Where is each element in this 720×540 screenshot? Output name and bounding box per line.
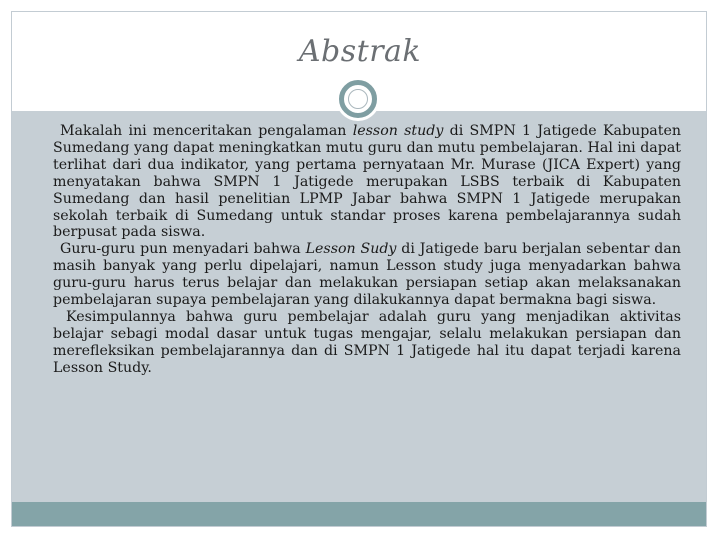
- abstract-paragraph-2: [53, 241, 681, 309]
- abstract-paragraph-3: Kesimpulannya bahwa guru pembelajar adalah guru yang menjadikan aktivitas belajar sebagi modal dasar untuk tugas mengajar, selalu melakukan persiapan dan merefleksikan pembelajarannya dan di SMPN 1 Jatigede hal itu dapat terjadi karena Lesson Study.: [53, 308, 681, 376]
- abstract-body: [53, 123, 681, 377]
- circle-ornament-icon: [339, 80, 377, 118]
- footer-band: [12, 502, 706, 526]
- slide-title: Abstrak: [298, 34, 422, 69]
- paragraph-1-emphasis: lesson study: [352, 123, 444, 139]
- abstract-paragraph-1: [53, 123, 681, 241]
- paragraph-1-text-end: di SMPN 1 Jatigede Kabupaten Sumedang yang dapat meningkatkan mutu guru dan mutu pembelajaran. Hal ini dapat terlihat dari dua indikator, yang pertama pernyataan Mr. Murase (JICA Expert) yang menyatakan bahwa SMPN 1 Jatigede merupakan LSBS terbaik di Kabupaten Sumedang dan hasil penelitian LPMP Jabar bahwa SMPN 1 Jatigede merupakan sekolah terbaik di Sumedang untuk standar proses karena pembelajarannya sudah berpusat pada siswa.: [53, 123, 681, 241]
- circle-ornament-inner: [348, 89, 368, 109]
- paragraph-2-text-start: Guru-guru pun menyadari bahwa: [60, 241, 306, 258]
- paragraph-1-text-start: Makalah ini menceritakan pengalaman: [60, 123, 353, 139]
- paragraph-2-text-end: di Jatigede baru berjalan sebentar dan masih banyak yang perlu dipelajari, namun Lesson study juga menyadarkan bahwa guru-guru harus terus belajar dan melakukan persiapan setiap akan melaksanakan pembelajaran supaya pembelajaran yang dilakukannya dapat bermakna bagi siswa.: [53, 241, 681, 309]
- paragraph-2-emphasis: Lesson Sudy: [305, 241, 397, 258]
